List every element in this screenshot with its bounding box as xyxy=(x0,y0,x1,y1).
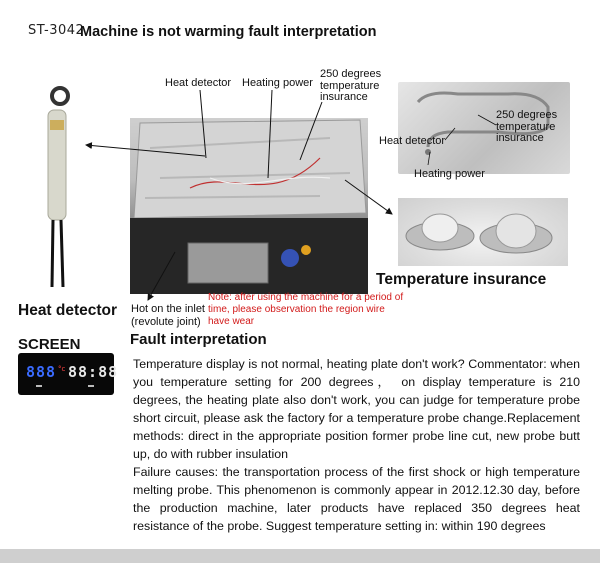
control-display xyxy=(18,353,119,395)
footer-bar xyxy=(0,549,600,563)
page-title: Machine is not warming fault interpretation xyxy=(80,24,377,40)
arrow-insurance-photo xyxy=(345,180,392,214)
label-temperature-insurance: Temperature insurance xyxy=(376,271,547,288)
model-number: ST-3042 xyxy=(28,23,85,38)
label-250-degrees-insurance-plate: 250 degrees temperature insurance xyxy=(496,109,558,145)
unit-indicator: °c xyxy=(58,365,66,373)
label-250-degrees-insurance: 250 degrees temperature insurance xyxy=(320,68,382,104)
display-indicator-left xyxy=(36,385,42,387)
label-heat-detector-plate: Heat detector xyxy=(379,135,446,147)
fault-heading: Fault interpretation xyxy=(130,331,267,348)
screen-heading: SCREEN xyxy=(18,336,81,353)
label-hot-on-inlet: Hot on the inlet (revolute joint) xyxy=(131,303,205,328)
time-readout: 88:88 xyxy=(68,363,119,381)
arrow-probe xyxy=(86,145,205,156)
arrow-inlet xyxy=(148,252,175,300)
line-heating-power xyxy=(268,90,272,178)
label-heating-power: Heating power xyxy=(242,77,313,89)
line-heat-detector xyxy=(200,90,206,158)
line-tl-heat xyxy=(445,128,455,140)
label-heat-detector-large: Heat detector xyxy=(18,302,118,319)
temperature-readout: 888 xyxy=(26,363,57,381)
line-insurance xyxy=(300,102,322,160)
label-heating-power-plate: Heating power xyxy=(414,168,485,180)
fault-paragraph-1: Temperature display is not normal, heating plate don't work? Commentator: when you temperature setting for 200 degrees， on display temperature is 210 degrees, the heating plate also don't work, you can judge for temperature probe short circuit, please ask the factory for a temperature probe change.Replacement methods: direct in the appropriate position former probe line cut, new probe butt up, do with rubber insulation xyxy=(133,357,580,461)
line-tl-power xyxy=(428,152,430,165)
line-tl-insurance xyxy=(478,115,496,125)
fault-paragraph-2: Failure causes: the transportation process of the first shock or high temperature melting probe. This phenomenon is commonly appear in 2012.12.30 day, before the production machine, later products have replaced 350 degrees heat resistance of the probe. Suggest temperature setting in: within 190 degrees xyxy=(133,465,580,533)
note-wire-wear: Note: after using the machine for a period of time, please observation the region wire have wear xyxy=(208,292,404,327)
display-indicator-right xyxy=(88,385,94,387)
label-heat-detector: Heat detector xyxy=(165,77,232,89)
